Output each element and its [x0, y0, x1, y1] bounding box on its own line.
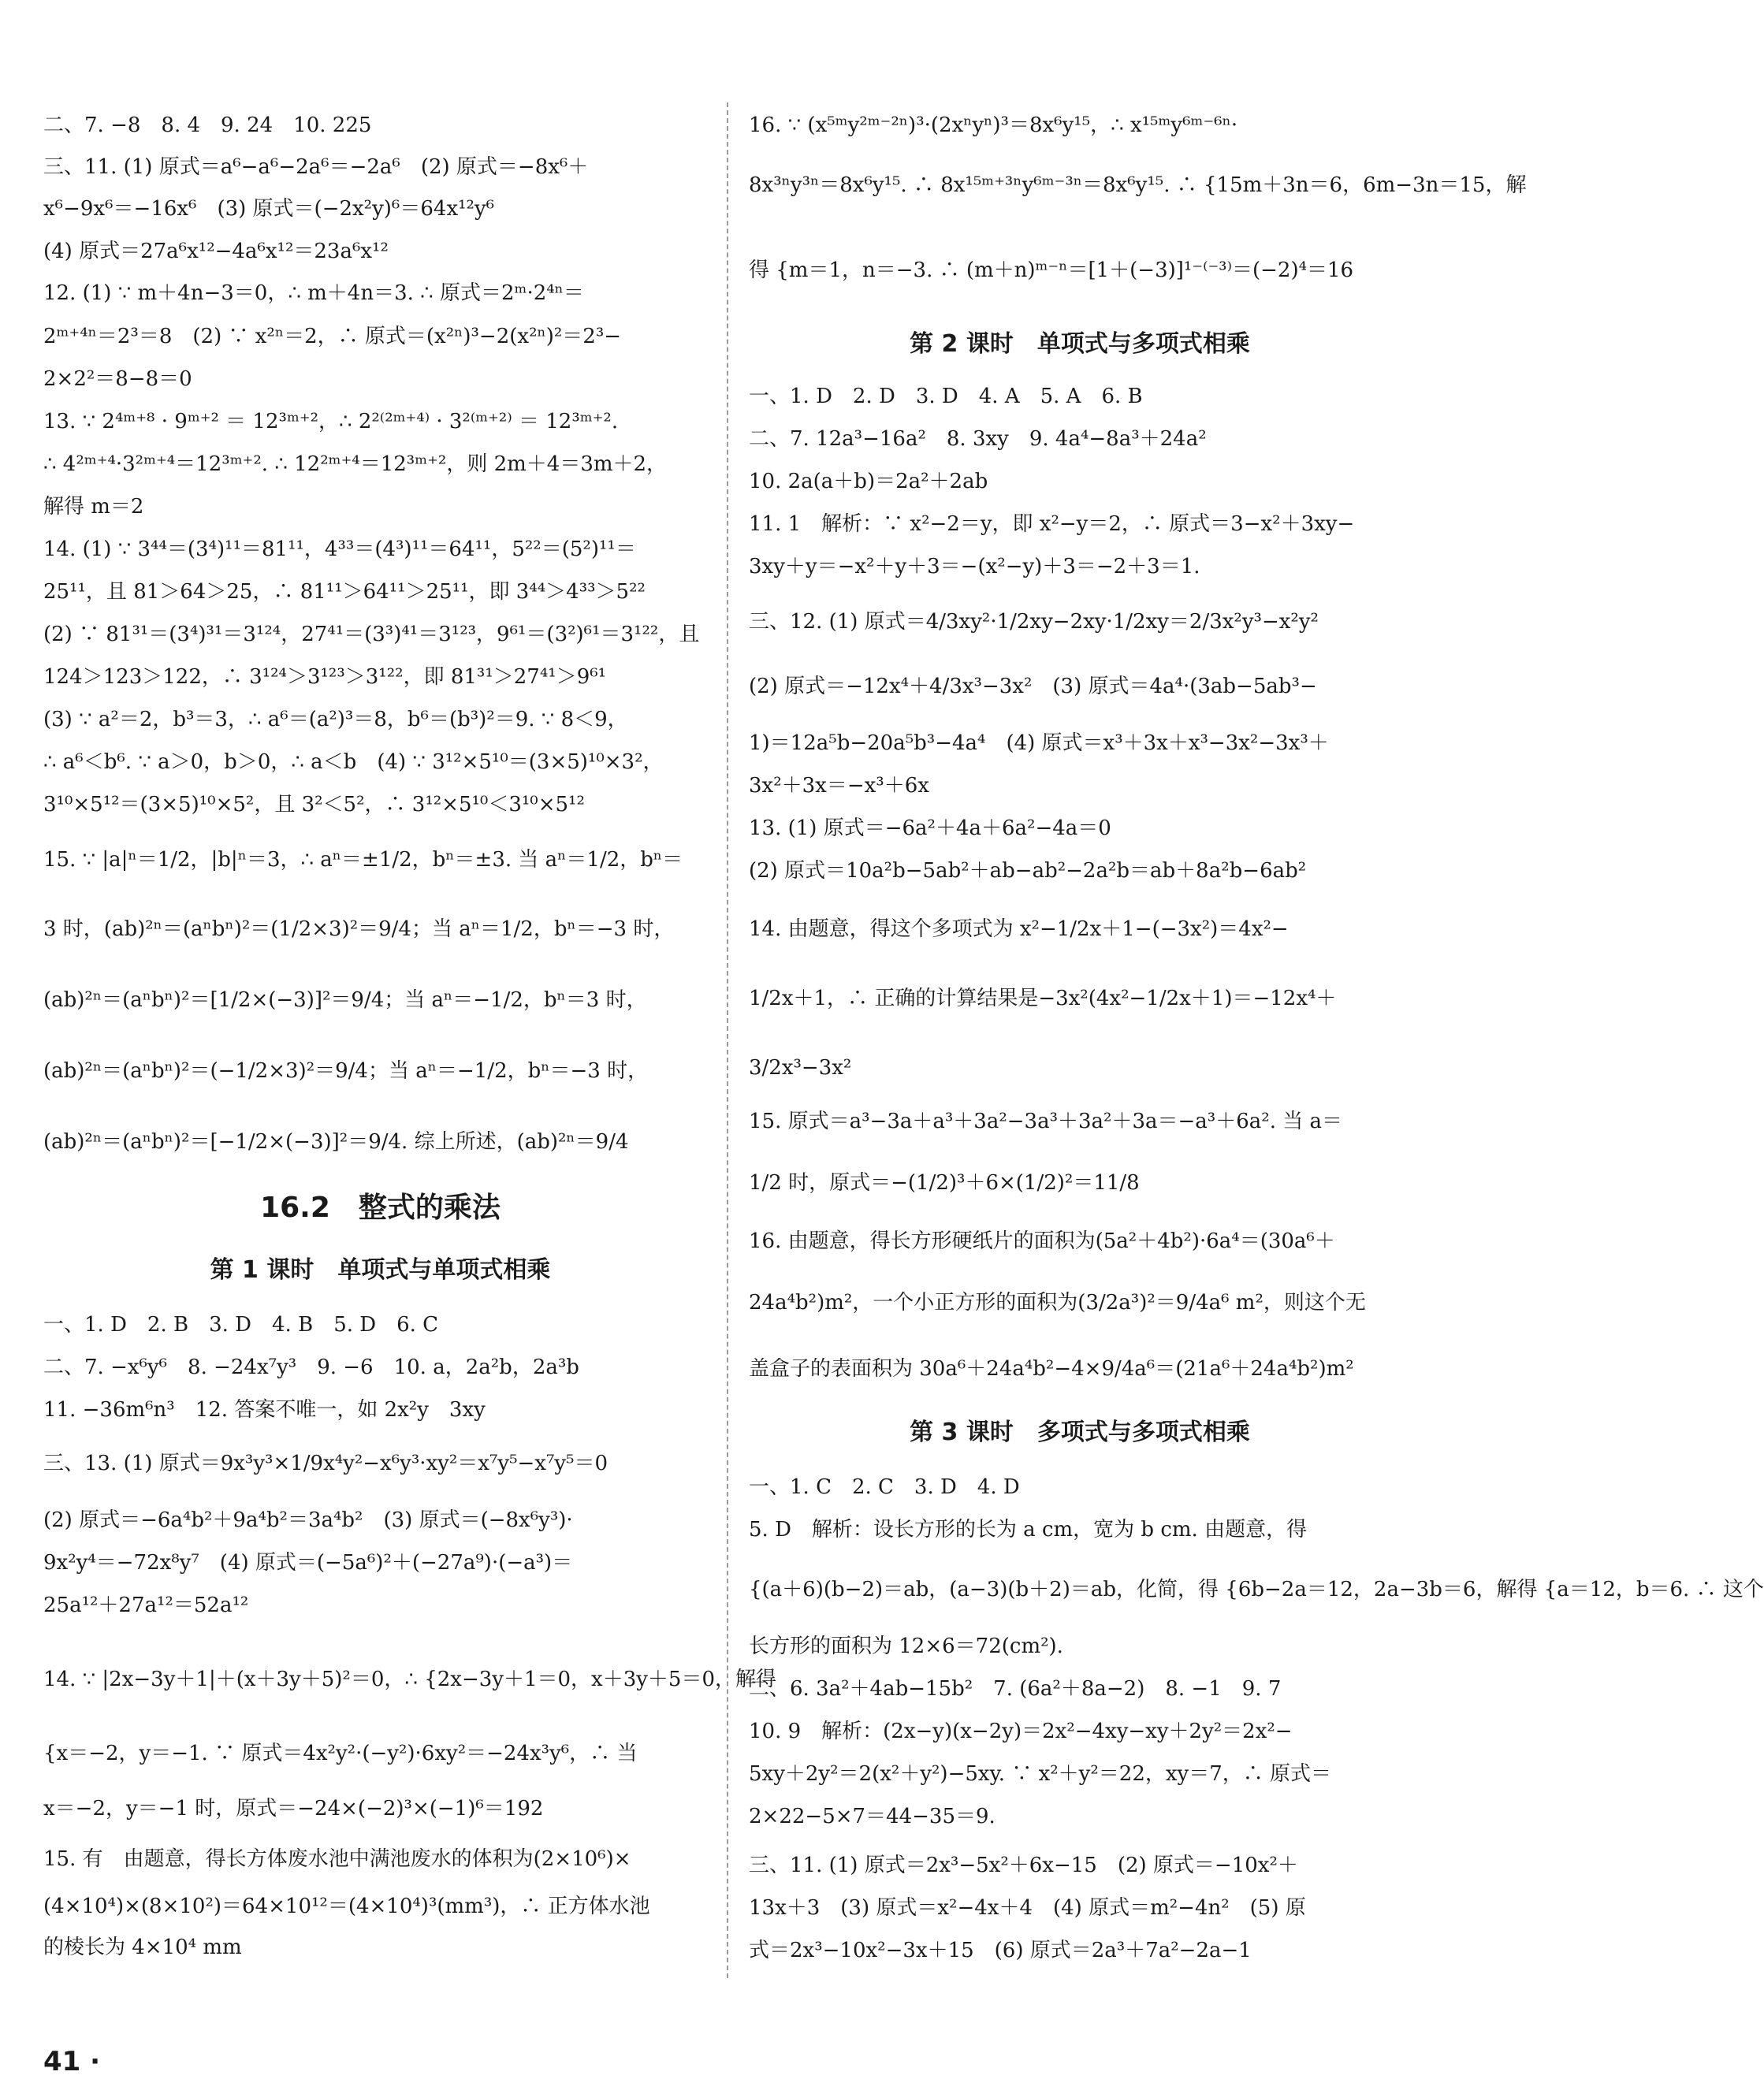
text-line: {x＝−2，y＝−1. ∵ 原式＝4x²y²·(−y²)·6xy²＝−24x³y⁶，∴ 当	[43, 1742, 638, 1765]
text-line: 3xy＋y＝−x²＋y＋3＝−(x²−y)＋3＝−2＋3＝1.	[749, 555, 1200, 578]
text-line: 3x²＋3x＝−x³＋6x	[749, 774, 929, 798]
text-line: (2) ∵ 81³¹＝(3⁴)³¹＝3¹²⁴，27⁴¹＝(3³)⁴¹＝3¹²³，9⁶¹＝(3²)⁶¹＝3¹²²，且	[43, 623, 700, 646]
text-line: 3/2x³−3x²	[749, 1056, 852, 1080]
text-line: {(a＋6)(b−2)＝ab，(a−3)(b＋2)＝ab，化简，得 {6b−2a＝12，2a−3b＝6，解得 {a＝12，b＝6. ∴ 这个	[749, 1578, 1764, 1601]
text-line: 11. 1 解析：∵ x²−2＝y，即 x²−y＝2，∴ 原式＝3−x²＋3xy−	[749, 512, 1355, 536]
section-title: 16.2 整式的乘法	[260, 1192, 501, 1224]
text-line: 14. ∵ |2x−3y＋1|＋(x＋3y＋5)²＝0，∴ {2x−3y＋1＝0，x＋3y＋5＝0，解得	[43, 1668, 777, 1691]
page-number: 41 ·	[43, 2046, 101, 2077]
text-line: 8x³ⁿy³ⁿ＝8x⁶y¹⁵. ∴ 8x¹⁵ᵐ⁺³ⁿy⁶ᵐ⁻³ⁿ＝8x⁶y¹⁵. ∴ {15m＋3n＝6，6m−3n＝15，解	[749, 173, 1527, 197]
text-line: 盖盒子的表面积为 30a⁶＋24a⁴b²−4×9/4a⁶＝(21a⁶＋24a⁴b²)m²	[749, 1357, 1354, 1381]
text-line: 10. 2a(a＋b)＝2a²＋2ab	[749, 470, 988, 493]
text-line: 12. (1) ∵ m＋4n−3＝0，∴ m＋4n＝3. ∴ 原式＝2ᵐ·2⁴ⁿ＝	[43, 281, 584, 305]
text-line: ∴ 4²ᵐ⁺⁴·3²ᵐ⁺⁴＝12³ᵐ⁺². ∴ 12²ᵐ⁺⁴＝12³ᵐ⁺²，则 2m＋4＝3m＋2，	[43, 452, 668, 476]
text-line: (ab)²ⁿ＝(aⁿbⁿ)²＝[1/2×(−3)]²＝9/4；当 aⁿ＝−1/2，bⁿ＝3 时，	[43, 988, 647, 1012]
text-line: 二、7. −8 8. 4 9. 24 10. 225	[43, 113, 372, 137]
text-line: 14. 由题意，得这个多项式为 x²−1/2x＋1−(−3x²)＝4x²−	[749, 917, 1289, 941]
text-line: (3) ∵ a²＝2，b³＝3，∴ a⁶＝(a²)³＝8，b⁶＝(b³)²＝9. ∵ 8＜9，	[43, 708, 628, 731]
text-line: 一、1. C 2. C 3. D 4. D	[749, 1475, 1020, 1499]
text-line: (2) 原式＝−12x⁴＋4/3x³−3x² (3) 原式＝4a⁴·(3ab−5ab³−	[749, 675, 1317, 698]
text-line: 9x²y⁴＝−72x⁸y⁷ (4) 原式＝(−5a⁶)²＋(−27a⁹)·(−a³)＝	[43, 1551, 573, 1575]
text-line: 3 时，(ab)²ⁿ＝(aⁿbⁿ)²＝(1/2×3)²＝9/4；当 aⁿ＝1/2，bⁿ＝−3 时，	[43, 917, 675, 941]
text-line: 一、1. D 2. B 3. D 4. B 5. D 6. C	[43, 1313, 439, 1337]
text-line: 2ᵐ⁺⁴ⁿ＝2³＝8 (2) ∵ x²ⁿ＝2，∴ 原式＝(x²ⁿ)³−2(x²ⁿ)²＝2³−	[43, 325, 622, 348]
column-divider	[727, 102, 728, 1978]
text-line: 15. 有 由题意，得长方体废水池中满池废水的体积为(2×10⁶)×	[43, 1847, 631, 1871]
text-line: (2) 原式＝10a²b−5ab²＋ab−ab²−2a²b＝ab＋8a²b−6ab²	[749, 859, 1307, 883]
text-line: 5. D 解析：设长方形的长为 a cm，宽为 b cm. 由题意，得	[749, 1518, 1308, 1542]
text-line: 24a⁴b²)m²，一个小正方形的面积为(3/2a³)²＝9/4a⁶ m²，则这个无	[749, 1291, 1366, 1315]
text-line: (ab)²ⁿ＝(aⁿbⁿ)²＝(−1/2×3)²＝9/4；当 aⁿ＝−1/2，bⁿ＝−3 时，	[43, 1059, 649, 1083]
text-line: 二、7. 12a³−16a² 8. 3xy 9. 4a⁴−8a³＋24a²	[749, 427, 1207, 451]
text-line: 得 {m＝1，n＝−3. ∴ (m＋n)ᵐ⁻ⁿ＝[1＋(−3)]¹⁻⁽⁻³⁾＝(−2)⁴＝16	[749, 258, 1354, 282]
text-line: 1/2 时，原式＝−(1/2)³＋6×(1/2)²＝11/8	[749, 1171, 1140, 1195]
text-line: ∴ a⁶＜b⁶. ∵ a＞0，b＞0，∴ a＜b (4) ∵ 3¹²×5¹⁰＝(3×5)¹⁰×3²，	[43, 750, 664, 774]
text-line: 1/2x＋1，∴ 正确的计算结果是−3x²(4x²−1/2x＋1)＝−12x⁴＋	[749, 987, 1337, 1010]
text-line: 2×2²＝8−8＝0	[43, 367, 192, 391]
text-line: 长方形的面积为 12×6＝72(cm²).	[749, 1635, 1063, 1658]
text-line: 25¹¹，且 81＞64＞25，∴ 81¹¹＞64¹¹＞25¹¹，即 3⁴⁴＞4³³＞5²²	[43, 580, 646, 604]
text-line: 13. (1) 原式＝−6a²＋4a＋6a²−4a＝0	[749, 816, 1111, 840]
text-line: 16. ∵ (x⁵ᵐy²ᵐ⁻²ⁿ)³·(2xⁿyⁿ)³＝8x⁶y¹⁵，∴ x¹⁵ᵐy⁶ᵐ⁻⁶ⁿ·	[749, 113, 1238, 137]
text-line: 二、6. 3a²＋4ab−15b² 7. (6a²＋8a−2) 8. −1 9. 7	[749, 1677, 1282, 1701]
text-line: 的棱长为 4×10⁴ mm	[43, 1936, 242, 1959]
text-line: 14. (1) ∵ 3⁴⁴＝(3⁴)¹¹＝81¹¹，4³³＝(4³)¹¹＝64¹¹，5²²＝(5²)¹¹＝	[43, 537, 636, 561]
text-line: 3¹⁰×5¹²＝(3×5)¹⁰×5²，且 3²＜5²，∴ 3¹²×5¹⁰＜3¹⁰×5¹²	[43, 793, 585, 816]
text-line: 式＝2x³−10x²−3x＋15 (6) 原式＝2a³＋7a²−2a−1	[749, 1939, 1252, 1962]
text-line: 一、1. D 2. D 3. D 4. A 5. A 6. B	[749, 385, 1143, 408]
text-line: 三、12. (1) 原式＝4/3xy²·1/2xy−2xy·1/2xy＝2/3x²y³−x²y²	[749, 610, 1319, 634]
subsection-title: 第 2 课时 单项式与多项式相乘	[910, 330, 1250, 358]
text-line: 解得 m＝2	[43, 495, 144, 519]
text-line: 三、11. (1) 原式＝2x³−5x²＋6x−15 (2) 原式＝−10x²＋	[749, 1854, 1298, 1877]
text-line: 1)＝12a⁵b−20a⁵b³−4a⁴ (4) 原式＝x³＋3x＋x³−3x²−3x³＋	[749, 731, 1329, 755]
text-line: 13x＋3 (3) 原式＝x²−4x＋4 (4) 原式＝m²−4n² (5) 原	[749, 1896, 1306, 1920]
text-line: 三、11. (1) 原式＝a⁶−a⁶−2a⁶＝−2a⁶ (2) 原式＝−8x⁶＋	[43, 155, 589, 179]
text-line: x⁶−9x⁶＝−16x⁶ (3) 原式＝(−2x²y)⁶＝64x¹²y⁶	[43, 197, 495, 221]
text-line: 2×22−5×7＝44−35＝9.	[749, 1805, 996, 1828]
text-line: 15. 原式＝a³−3a＋a³＋3a²−3a³＋3a²＋3a＝−a³＋6a². 当 a＝	[749, 1110, 1342, 1133]
text-line: 二、7. −x⁶y⁶ 8. −24x⁷y³ 9. −6 10. a，2a²b，2a³b	[43, 1356, 579, 1379]
text-line: 13. ∵ 2⁴ᵐ⁺⁸ · 9ᵐ⁺² ＝ 12³ᵐ⁺²，∴ 2²⁽²ᵐ⁺⁴⁾ · 3²⁽ᵐ⁺²⁾ ＝ 12³ᵐ⁺².	[43, 410, 619, 433]
text-line: (4) 原式＝27a⁶x¹²−4a⁶x¹²＝23a⁶x¹²	[43, 240, 389, 263]
text-line: x＝−2，y＝−1 时，原式＝−24×(−2)³×(−1)⁶＝192	[43, 1797, 544, 1821]
text-line: (2) 原式＝−6a⁴b²＋9a⁴b²＝3a⁴b² (3) 原式＝(−8x⁶y³)·	[43, 1508, 573, 1532]
text-line: 15. ∵ |a|ⁿ＝1/2，|b|ⁿ＝3，∴ aⁿ＝±1/2，bⁿ＝±3. 当 aⁿ＝1/2，bⁿ＝	[43, 848, 683, 872]
text-line: (4×10⁴)×(8×10²)＝64×10¹²＝(4×10⁴)³(mm³)，∴ 正方体水池	[43, 1895, 650, 1918]
subsection-title: 第 1 课时 单项式与单项式相乘	[210, 1256, 551, 1284]
text-line: (ab)²ⁿ＝(aⁿbⁿ)²＝[−1/2×(−3)]²＝9/4. 综上所述，(ab)²ⁿ＝9/4	[43, 1130, 629, 1154]
subsection-title: 第 3 课时 多项式与多项式相乘	[910, 1419, 1250, 1446]
text-line: 5xy＋2y²＝2(x²＋y²)−5xy. ∵ x²＋y²＝22，xy＝7，∴ 原式＝	[749, 1762, 1332, 1786]
text-line: 124＞123＞122，∴ 3¹²⁴＞3¹²³＞3¹²²，即 81³¹＞27⁴¹＞9⁶¹	[43, 665, 607, 689]
text-line: 10. 9 解析：(2x−y)(x−2y)＝2x²−4xy−xy＋2y²＝2x²−	[749, 1720, 1293, 1743]
text-line: 三、13. (1) 原式＝9x³y³×1/9x⁴y²−x⁶y³·xy²＝x⁷y⁵−x⁷y⁵＝0	[43, 1452, 608, 1475]
text-line: 16. 由题意，得长方形硬纸片的面积为(5a²＋4b²)·6a⁴＝(30a⁶＋	[749, 1229, 1335, 1253]
text-line: 11. −36m⁶n³ 12. 答案不唯一，如 2x²y 3xy	[43, 1398, 486, 1422]
text-line: 25a¹²＋27a¹²＝52a¹²	[43, 1594, 249, 1617]
